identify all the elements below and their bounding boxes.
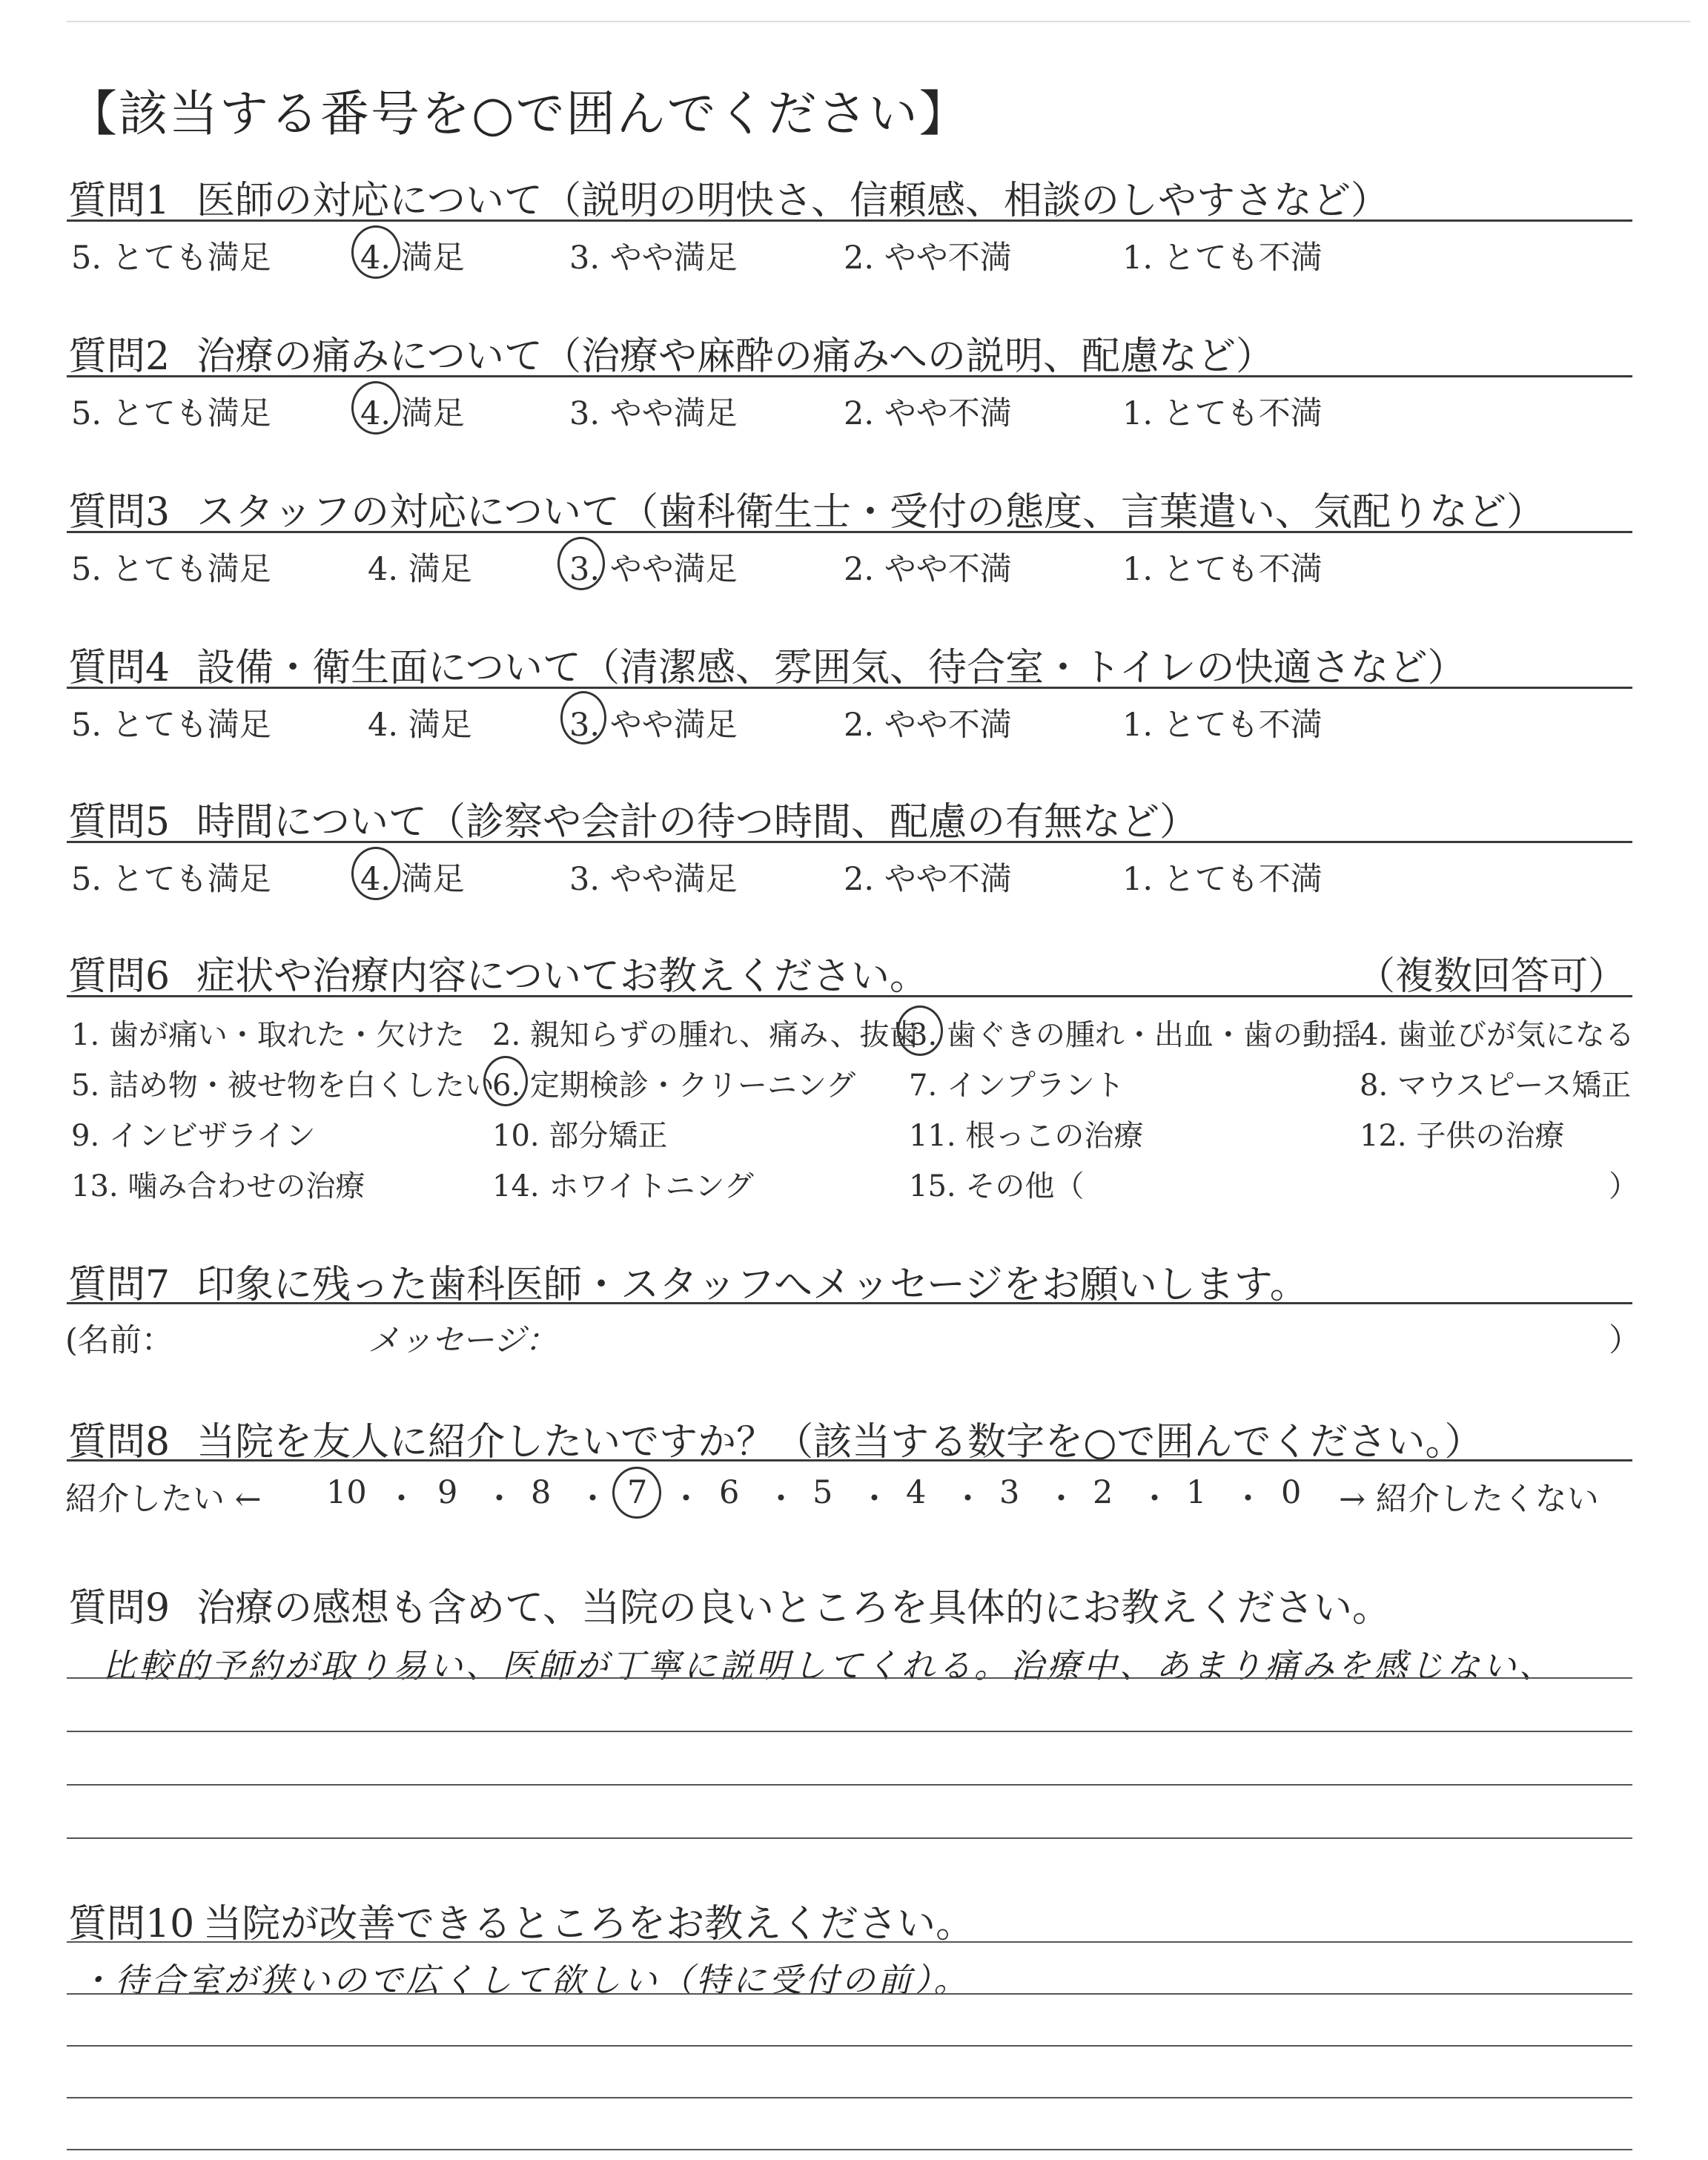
q8-value-0[interactable]: 0 <box>1281 1474 1302 1511</box>
q4-option-2[interactable]: 2. やや不満 <box>844 707 1012 744</box>
q5-option-5[interactable]: 5. とても満足 <box>71 861 271 898</box>
question-1-text: 医師の対応について（説明の明快さ、信頼感、相談のしやすさなど） <box>196 179 1389 223</box>
question-7-rule <box>67 1302 1632 1304</box>
q6-option-5[interactable]: 5. 詰め物・被せ物を白くしたい <box>71 1069 494 1103</box>
question-8-text: 当院を友人に紹介したいですか？（該当する数字を○で囲んでください。） <box>196 1420 1483 1464</box>
q10-answer-line-1 <box>67 1993 1632 1995</box>
q8-value-3[interactable]: 3 <box>999 1474 1020 1511</box>
q4-option-3[interactable]: 3. やや満足 <box>569 707 738 744</box>
q10-answer-line-3 <box>67 2097 1632 2098</box>
question-4-text: 設備・衛生面について（清潔感、雰囲気、待合室・トイレの快適さなど） <box>196 646 1466 690</box>
question-8-heading <box>68 1410 1483 1466</box>
q7-name-label: (名前： <box>65 1322 173 1359</box>
q1-option-3[interactable]: 3. やや満足 <box>569 240 738 277</box>
q2-option-1[interactable]: 1. とても不満 <box>1122 395 1323 432</box>
question-5-rule <box>67 841 1632 843</box>
q8-value-6[interactable]: 6 <box>719 1474 740 1511</box>
question-10-heading <box>68 1892 974 1948</box>
question-7-text: 印象に残った歯科医師・スタッフへメッセージをお願いします。 <box>196 1263 1308 1307</box>
question-6-note: （複数回答可） <box>1357 954 1627 999</box>
q7-message-label: メッセージ： <box>368 1322 557 1359</box>
q8-value-2[interactable]: 2 <box>1093 1474 1113 1511</box>
q8-separator: ・ <box>670 1481 702 1518</box>
q8-left-label: 紹介したい ← <box>65 1481 262 1518</box>
question-5-text: 時間について（診察や会計の待つ時間、配慮の有無など） <box>196 800 1199 845</box>
question-4-heading <box>68 636 1466 692</box>
q3-option-2[interactable]: 2. やや不満 <box>844 551 1012 588</box>
q6-option-11[interactable]: 11. 根っこの治療 <box>909 1119 1144 1153</box>
q3-option-5[interactable]: 5. とても満足 <box>71 551 271 588</box>
q6-option-10[interactable]: 10. 部分矯正 <box>492 1119 668 1153</box>
q8-value-7[interactable]: 7 <box>627 1474 648 1511</box>
question-3-number: 質問3 <box>68 490 171 535</box>
q9-answer-line-4 <box>67 1837 1632 1839</box>
q10-answer-line-4 <box>67 2149 1632 2150</box>
question-2-text: 治療の痛みについて（治療や麻酔の痛みへの説明、配慮など） <box>196 334 1275 379</box>
q6-option-14[interactable]: 14. ホワイトニング <box>492 1169 754 1203</box>
q8-value-10[interactable]: 10 <box>326 1474 367 1511</box>
question-7-number: 質問7 <box>68 1263 171 1307</box>
q8-separator: ・ <box>577 1481 609 1518</box>
question-3-rule <box>67 531 1632 533</box>
q8-value-5[interactable]: 5 <box>812 1474 833 1511</box>
q8-separator: ・ <box>765 1481 797 1518</box>
q6-option-2[interactable]: 2. 親知らずの腫れ、痛み、抜歯 <box>492 1018 919 1052</box>
q5-option-3[interactable]: 3. やや満足 <box>569 861 738 898</box>
q9-answer-line-3 <box>67 1784 1632 1786</box>
q3-option-3[interactable]: 3. やや満足 <box>569 551 738 588</box>
question-2-number: 質問2 <box>68 334 171 379</box>
q9-handwritten-answer: 比較的予約が取り易い、医師が丁寧に説明してくれる。治療中、あまり痛みを感じない、 <box>102 1646 1556 1685</box>
q8-value-9[interactable]: 9 <box>437 1474 458 1511</box>
question-10-number: 質問10 <box>68 1902 195 1946</box>
q10-answer-line-0 <box>67 1941 1632 1943</box>
question-1-heading <box>68 169 1389 225</box>
q6-option-7[interactable]: 7. インプラント <box>909 1069 1125 1103</box>
question-1-rule <box>67 219 1632 222</box>
q1-option-4[interactable]: 4. 満足 <box>360 240 465 277</box>
q4-option-5[interactable]: 5. とても満足 <box>71 707 271 744</box>
q5-option-1[interactable]: 1. とても不満 <box>1122 861 1323 898</box>
q6-other-close-paren: ） <box>1609 1169 1638 1203</box>
question-6-number: 質問6 <box>68 954 171 999</box>
question-8-number: 質問8 <box>68 1420 171 1464</box>
q8-separator: ・ <box>1045 1481 1077 1518</box>
q10-answer-line-2 <box>67 2045 1632 2047</box>
q6-option-13[interactable]: 13. 噛み合わせの治療 <box>71 1169 365 1203</box>
q8-separator: ・ <box>952 1481 984 1518</box>
question-10-text: 当院が改善できるところをお教えください。 <box>203 1902 975 1946</box>
q1-option-5[interactable]: 5. とても満足 <box>71 240 271 277</box>
q4-option-4[interactable]: 4. 満足 <box>368 707 472 744</box>
q1-option-2[interactable]: 2. やや不満 <box>844 240 1012 277</box>
question-9-number: 質問9 <box>68 1586 171 1631</box>
q8-separator: ・ <box>858 1481 890 1518</box>
q8-separator: ・ <box>385 1481 417 1518</box>
q6-option-1[interactable]: 1. 歯が痛い・取れた・欠けた <box>71 1018 465 1052</box>
question-4-rule <box>67 687 1632 689</box>
q8-right-label: → 紹介したくない <box>1339 1481 1599 1518</box>
question-4-number: 質問4 <box>68 646 171 690</box>
q9-answer-line-1 <box>67 1677 1632 1679</box>
question-2-heading <box>68 325 1274 380</box>
q6-option-8[interactable]: 8. マウスピース矯正 <box>1360 1069 1632 1103</box>
q6-option-3[interactable]: 3. 歯ぐきの腫れ・出血・歯の動揺 <box>909 1018 1362 1052</box>
question-6-rule <box>67 995 1632 997</box>
question-8-rule <box>67 1459 1632 1462</box>
question-9-text: 治療の感想も含めて、当院の良いところを具体的にお教えください。 <box>196 1586 1391 1631</box>
question-3-text: スタッフの対応について（歯科衛生士・受付の態度、言葉遣い、気配りなど） <box>196 490 1546 535</box>
question-9-heading <box>68 1576 1391 1632</box>
q2-option-4[interactable]: 4. 満足 <box>360 395 465 432</box>
q10-handwritten-answer: ・待合室が狭いので広くして欲しい（特に受付の前）。 <box>79 1961 970 2000</box>
q5-option-2[interactable]: 2. やや不満 <box>844 861 1012 898</box>
question-3-heading <box>68 480 1545 536</box>
q5-option-4[interactable]: 4. 満足 <box>360 861 465 898</box>
q8-separator: ・ <box>483 1481 515 1518</box>
q2-option-2[interactable]: 2. やや不満 <box>844 395 1012 432</box>
q8-separator: ・ <box>1232 1481 1264 1518</box>
page-title: 【該当する番号を○で囲んでください】 <box>68 85 970 142</box>
q2-option-5[interactable]: 5. とても満足 <box>71 395 271 432</box>
question-6-heading <box>68 945 928 1000</box>
q8-value-8[interactable]: 8 <box>531 1474 552 1511</box>
q6-option-15[interactable]: 15. その他（ <box>909 1169 1085 1203</box>
q8-separator: ・ <box>1139 1481 1171 1518</box>
question-6-text: 症状や治療内容についてお教えください。 <box>196 954 929 999</box>
question-5-heading <box>68 790 1198 846</box>
q2-option-3[interactable]: 3. やや満足 <box>569 395 738 432</box>
q8-value-4[interactable]: 4 <box>906 1474 927 1511</box>
q8-value-1[interactable]: 1 <box>1186 1474 1207 1511</box>
q6-option-6[interactable]: 6. 定期検診・クリーニング <box>492 1069 856 1103</box>
question-2-rule <box>67 375 1632 377</box>
question-1-number: 質問1 <box>68 179 171 223</box>
q6-option-12[interactable]: 12. 子供の治療 <box>1360 1119 1565 1153</box>
q6-option-9[interactable]: 9. インビザライン <box>71 1119 316 1153</box>
q3-option-1[interactable]: 1. とても不満 <box>1122 551 1323 588</box>
scan-edge-line <box>67 21 1690 22</box>
q3-option-4[interactable]: 4. 満足 <box>368 551 472 588</box>
q7-close-paren: ） <box>1609 1322 1641 1359</box>
q4-option-1[interactable]: 1. とても不満 <box>1122 707 1323 744</box>
q6-option-4[interactable]: 4. 歯並びが気になる <box>1360 1018 1635 1052</box>
question-5-number: 質問5 <box>68 800 171 845</box>
question-7-heading <box>68 1253 1308 1309</box>
q1-option-1[interactable]: 1. とても不満 <box>1122 240 1323 277</box>
q9-answer-line-2 <box>67 1731 1632 1732</box>
